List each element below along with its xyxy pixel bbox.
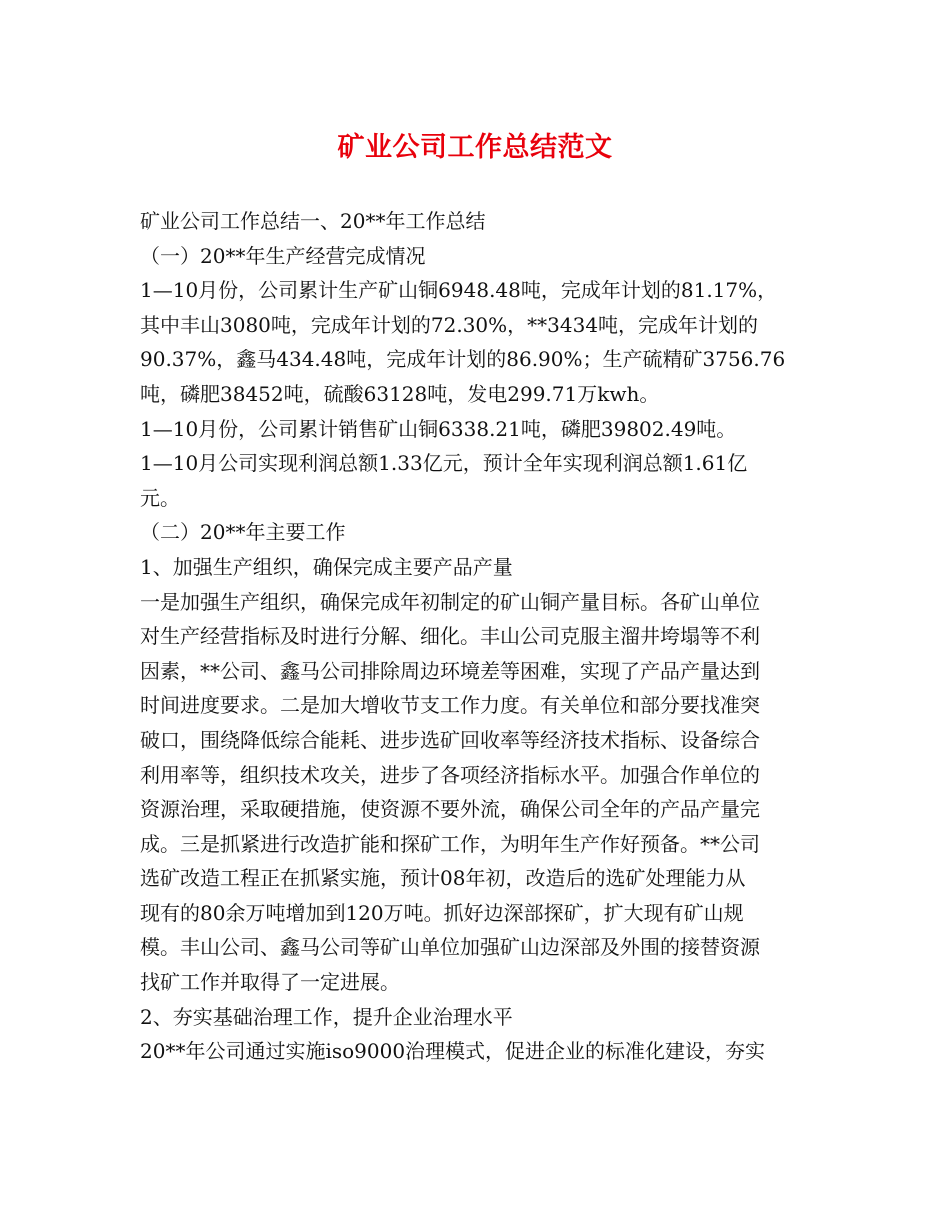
body-line: （二）20**年主要工作 [140, 520, 346, 545]
body-line: 现有的80余万吨增加到120万吨。抓好边深部探矿，扩大现有矿山规 [140, 900, 744, 925]
body-line: 吨，磷肥38452吨，硫酸63128吨，发电299.71万kwh。 [140, 381, 660, 406]
body-line: 资源治理，采取硬措施，使资源不要外流，确保公司全年的产品产量完 [140, 797, 760, 822]
body-line: 一是加强生产组织，确保完成年初制定的矿山铜产量目标。各矿山单位 [140, 589, 760, 614]
document-body [140, 204, 815, 1069]
body-line: 模。丰山公司、鑫马公司等矿山单位加强矿山边深部及外围的接替资源 [140, 935, 760, 960]
body-line: 找矿工作并取得了一定进展。 [140, 970, 400, 995]
body-line: 破口，围绕降低综合能耗、进步选矿回收率等经济技术指标、设备综合 [140, 727, 760, 752]
body-line: 成。三是抓紧进行改造扩能和探矿工作，为明年生产作好预备。**公司 [140, 831, 760, 856]
body-line: 20**年公司通过实施iso9000治理模式，促进企业的标准化建设，夯实 [140, 1039, 766, 1064]
body-line: 90.37%，鑫马434.48吨，完成年计划的86.90%；生产硫精矿3756.76 [140, 347, 786, 372]
body-line: 1—10月份，公司累计销售矿山铜6338.21吨，磷肥39802.49吨。 [140, 416, 737, 441]
body-line: 选矿改造工程正在抓紧实施，预计08年初，改造后的选矿处理能力从 [140, 866, 746, 891]
body-line: 2、夯实基础治理工作，提升企业治理水平 [140, 1004, 513, 1029]
body-line: 时间进度要求。二是加大增收节支工作力度。有关单位和部分要找准突 [140, 693, 760, 718]
body-line: （一）20**年生产经营完成情况 [140, 243, 426, 268]
body-line: 1—10月公司实现利润总额1.33亿元，预计全年实现利润总额1.61亿 [140, 451, 748, 476]
body-line: 因素，**公司、鑫马公司排除周边环境差等困难，实现了产品产量达到 [140, 658, 760, 683]
body-line: 其中丰山3080吨，完成年计划的72.30%，**3434吨，完成年计划的 [140, 312, 759, 337]
body-line: 对生产经营指标及时进行分解、细化。丰山公司克服主溜井垮塌等不利 [140, 624, 760, 649]
body-line: 矿业公司工作总结一、20**年工作总结 [140, 209, 486, 233]
document-title: 矿业公司工作总结范文 [337, 132, 613, 163]
body-line: 元。 [140, 485, 180, 510]
body-line: 1—10月份，公司累计生产矿山铜6948.48吨，完成年计划的81.17%， [140, 278, 778, 303]
body-line: 1、加强生产组织，确保完成主要产品产量 [140, 554, 513, 579]
body-line: 利用率等，组织技术攻关，进步了各项经济指标水平。加强合作单位的 [140, 762, 760, 787]
